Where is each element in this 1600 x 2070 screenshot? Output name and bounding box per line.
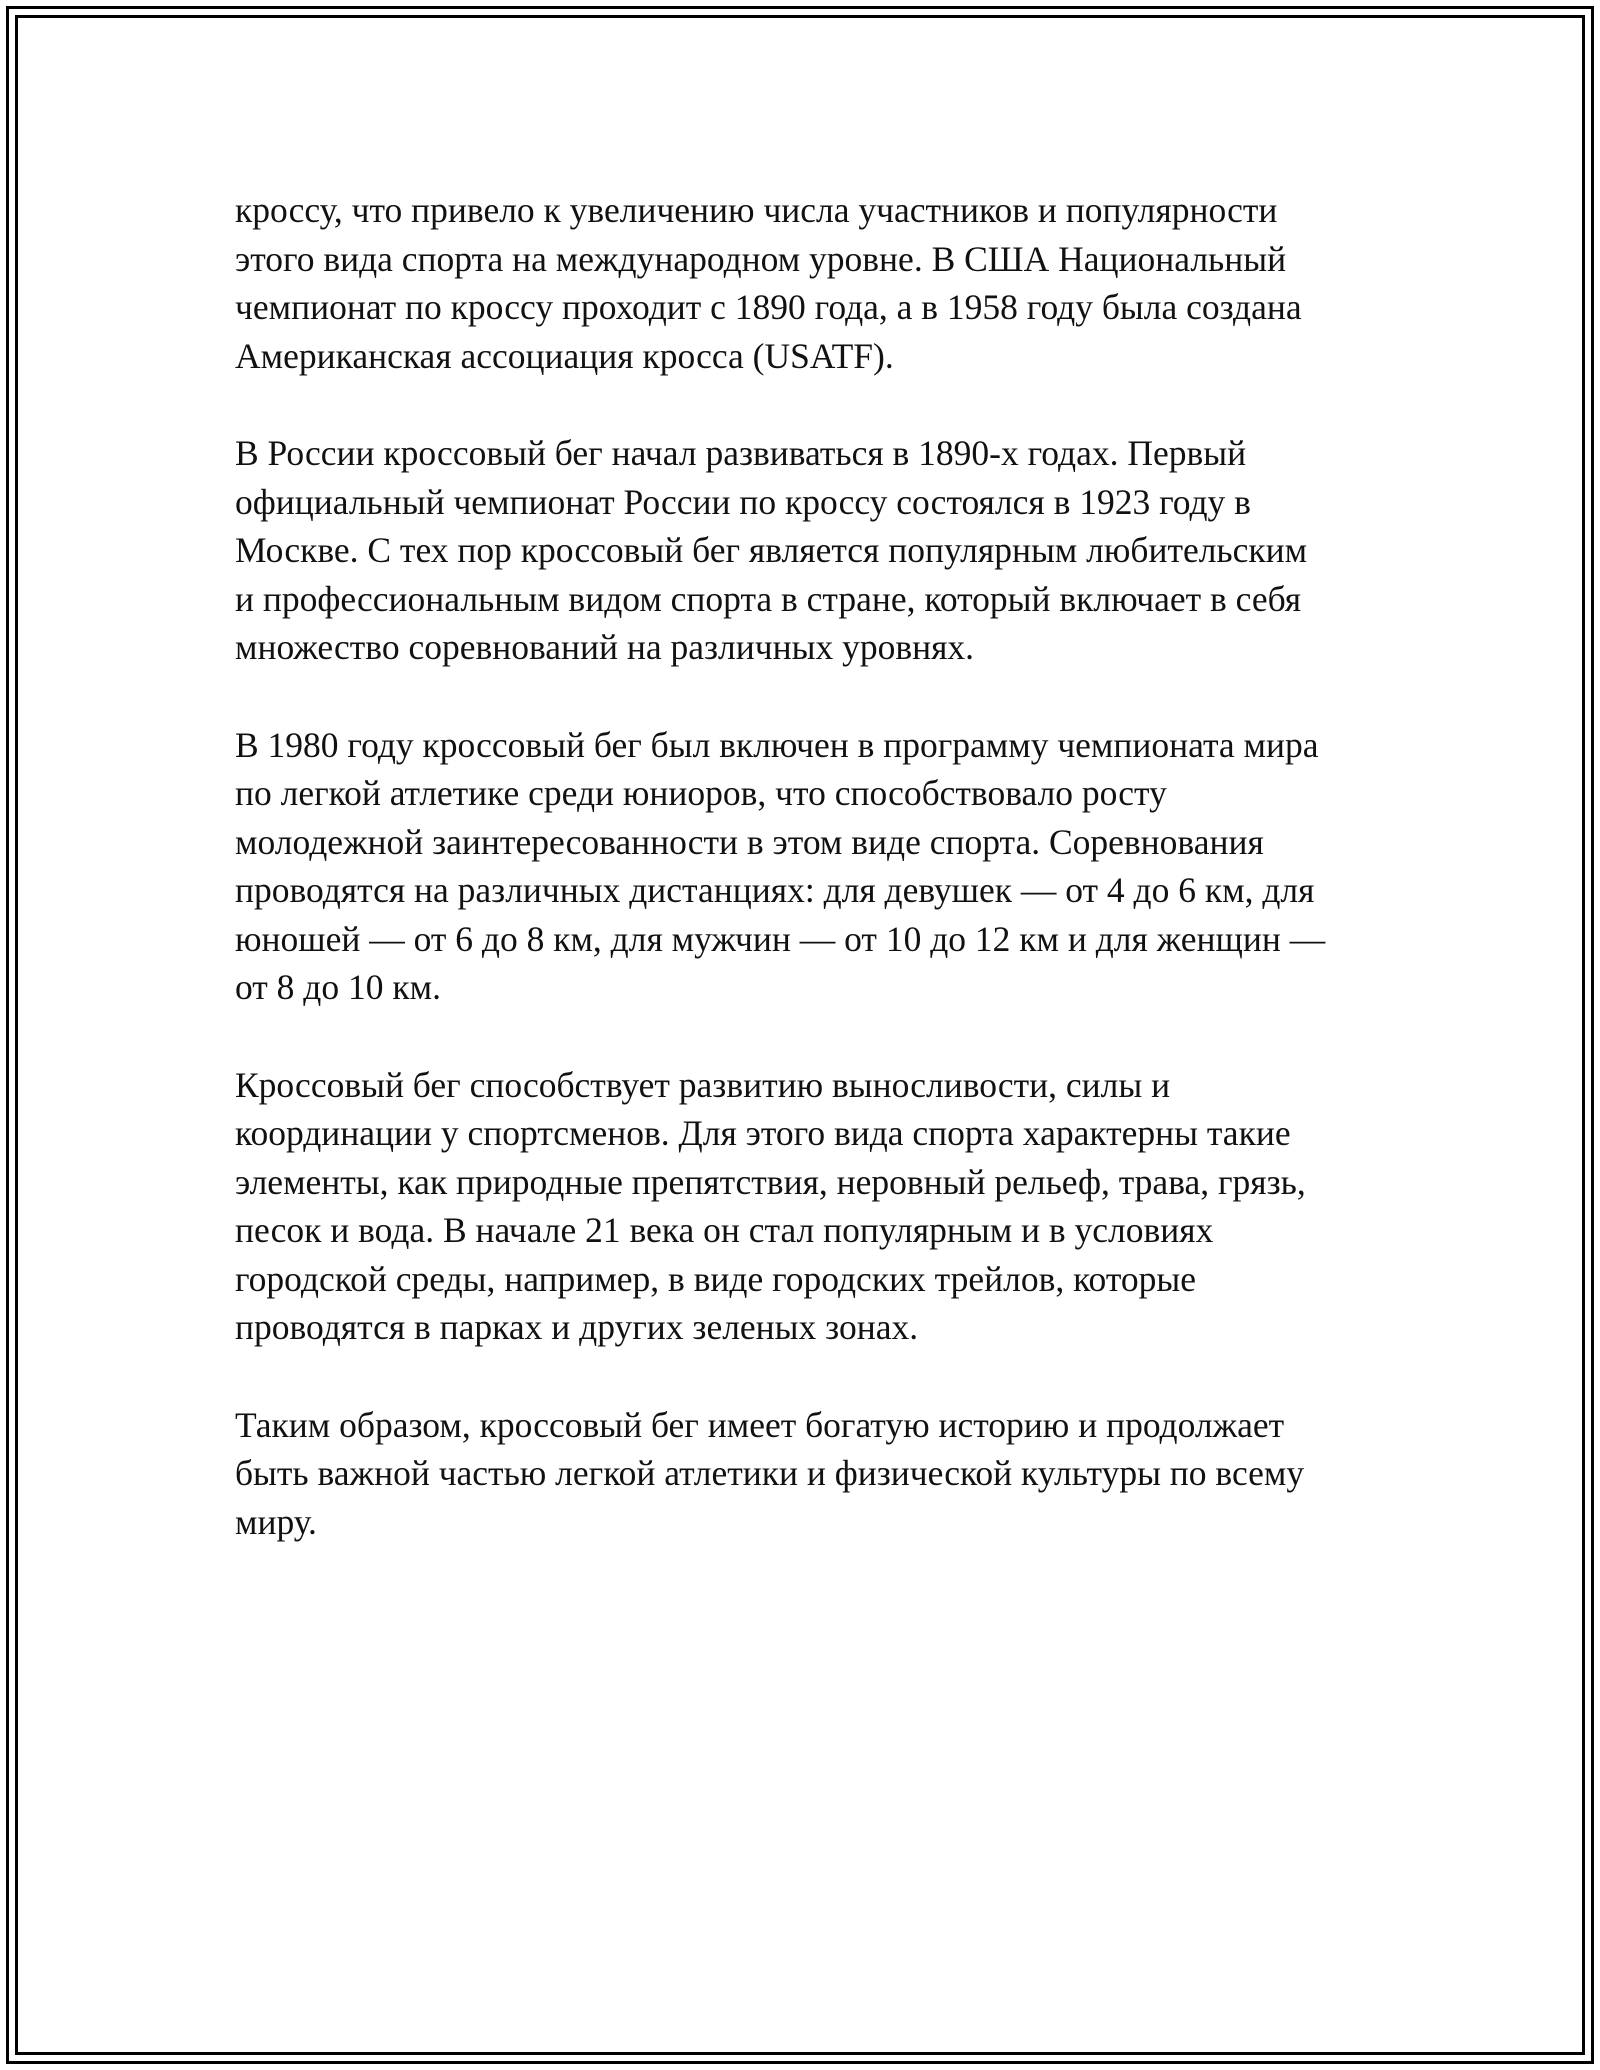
paragraph-line: кроссу, что привело к увеличению числа участников и популярности [235, 190, 1278, 230]
paragraph-line: множество соревнований на различных уровнях. [235, 627, 975, 667]
paragraph-line: элементы, как природные препятствия, неровный рельеф, трава, грязь, [235, 1161, 1306, 1202]
paragraph-line: проводятся на различных дистанциях: для девушек — от 4 до 6 км, для [235, 870, 1315, 910]
paragraph-line: юношей — от 6 до 8 км, для мужчин — от 10 до 12 км и для женщин — [235, 918, 1326, 959]
paragraph-line: от 8 до 10 км. [235, 967, 441, 1007]
paragraph-line: проводятся в парках и других зеленых зонах. [235, 1307, 919, 1347]
paragraph-line: Таким образом, кроссовый бег имеет богатую историю и продолжает [235, 1404, 1285, 1445]
paragraph-line: В 1980 году кроссовый бег был включен в программу чемпионата мира [235, 724, 1319, 765]
paragraph-line: миру. [235, 1501, 317, 1542]
document-body [235, 186, 1375, 1595]
paragraph-line: официальный чемпионат России по кроссу состоялся в 1923 году в [235, 481, 1251, 522]
paragraph-line: и профессиональным видом спорта в стране, который включает в себя [235, 578, 1302, 619]
paragraph-line: быть важной частью легкой атлетики и физической культуры по всему [235, 1453, 1305, 1493]
paragraph-line: чемпионат по кроссу проходит с 1890 года, а в 1958 году была создана [235, 287, 1302, 327]
paragraph-1 [235, 186, 1375, 380]
paragraph-line: по легкой атлетике среди юниоров, что способствовало росту [235, 773, 1167, 813]
paragraph-line: песок и вода. В начале 21 века он стал популярным и в условиях [235, 1210, 1214, 1250]
paragraph-line: молодежной заинтересованности в этом виде спорта. Соревнования [235, 821, 1264, 862]
paragraph-line: В России кроссовый бег начал развиваться в 1890-х годах. Первый [235, 433, 1247, 473]
paragraph-line: Москве. С тех пор кроссовый бег является популярным любительским [235, 530, 1308, 570]
paragraph-line: Кроссовый бег способствует развитию выносливости, силы и [235, 1064, 1171, 1105]
paragraph-3 [235, 721, 1375, 1012]
paragraph-line: Американская ассоциация кросса (USATF). [235, 335, 894, 376]
paragraph-line: координации у спортсменов. Для этого вида спорта характерны такие [235, 1113, 1291, 1153]
paragraph-line: этого вида спорта на международном уровне. В США Национальный [235, 238, 1287, 279]
paragraph-4 [235, 1061, 1375, 1352]
paragraph-line: городской среды, например, в виде городских трейлов, которые [235, 1258, 1196, 1299]
paragraph-5 [235, 1401, 1375, 1547]
paragraph-2 [235, 429, 1375, 672]
